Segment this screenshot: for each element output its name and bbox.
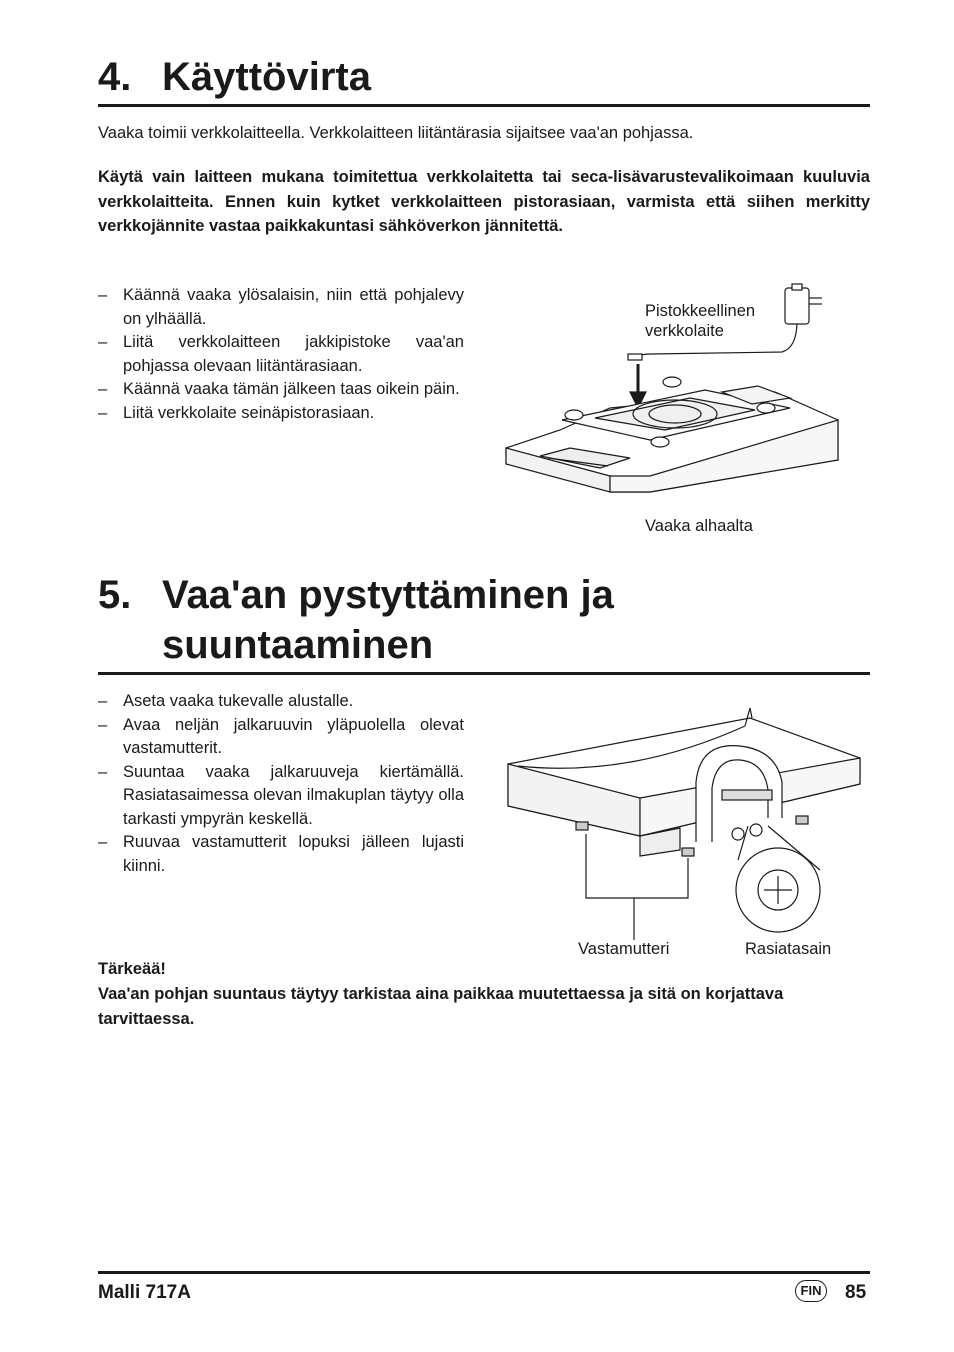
section-5-number: 5. <box>98 573 132 617</box>
scale-leveling-illustration <box>500 700 875 940</box>
footer-model: Malli 717A <box>98 1282 191 1303</box>
footer-rule <box>98 1271 870 1274</box>
section-4-rule <box>98 104 870 107</box>
list-item: – Aseta vaaka tukevalle alustalle. <box>98 690 464 714</box>
label-spirit-level: Rasiatasain <box>745 940 832 958</box>
list-item: – Avaa neljän jalkaruuvin yläpuolella olevat vastamutterit. <box>98 714 464 761</box>
language-badge: FIN <box>795 1280 827 1302</box>
section-4-intro: Vaaka toimii verkkolaitteella. Verkkolaitteen liitäntärasia sijaitsee vaa'an pohjassa. <box>98 124 694 142</box>
section-4-steps <box>98 284 464 425</box>
list-item: – Ruuvaa vastamutterit lopuksi jälleen lujasti kiinni. <box>98 831 464 878</box>
label-scale-bottom: Vaaka alhaalta <box>645 517 753 535</box>
section-4-number: 4. <box>98 55 132 99</box>
list-item: – Käännä vaaka tämän jälkeen taas oikein päin. <box>98 378 464 402</box>
list-item: – Käännä vaaka ylösalaisin, niin että pohjalevy on ylhäällä. <box>98 284 464 331</box>
section-5-heading <box>98 571 614 619</box>
list-item: – Suuntaa vaaka jalkaruuveja kiertämällä. Rasiatasaimessa olevan ilmakuplan täytyy olla tarkasti ympyrän keskellä. <box>98 761 464 832</box>
section-5-rule <box>98 672 870 675</box>
page-number: 85 <box>845 1282 867 1303</box>
label-counter-nut: Vastamutteri <box>578 940 670 958</box>
section-4-heading <box>98 53 371 101</box>
important-heading: Tärkeää! <box>98 960 166 978</box>
list-item: – Liitä verkkolaite seinäpistorasiaan. <box>98 402 464 426</box>
section-4-title: Käyttövirta <box>162 55 371 99</box>
section-5-heading-line2 <box>162 621 433 669</box>
section-5-steps <box>98 690 464 878</box>
important-text: Vaa'an pohjan suuntaus täytyy tarkistaa aina paikkaa muutettaessa ja sitä on korjattava tarvittaessa. <box>98 985 784 1028</box>
section-5-title-line1: Vaa'an pystyttäminen ja <box>162 573 614 617</box>
label-adapter: Pistokkeellinen verkkolaite <box>645 302 756 340</box>
scale-bottom-illustration <box>500 280 845 515</box>
section-5-title-line2: suuntaaminen <box>162 623 434 667</box>
section-4-warning: Käytä vain laitteen mukana toimitettua verkkolaitetta tai seca-lisävarustevalikoimaan kuuluvia verkkolaitteita. Ennen kuin kytket verkkolaitteen pistorasiaan, varmista että siihen merkitty verkkojännite vastaa paikkakuntasi sähköverkon jännitettä. <box>98 168 870 235</box>
list-item: – Liitä verkkolaitteen jakkipistoke vaa'an pohjassa olevaan liitäntärasiaan. <box>98 331 464 378</box>
